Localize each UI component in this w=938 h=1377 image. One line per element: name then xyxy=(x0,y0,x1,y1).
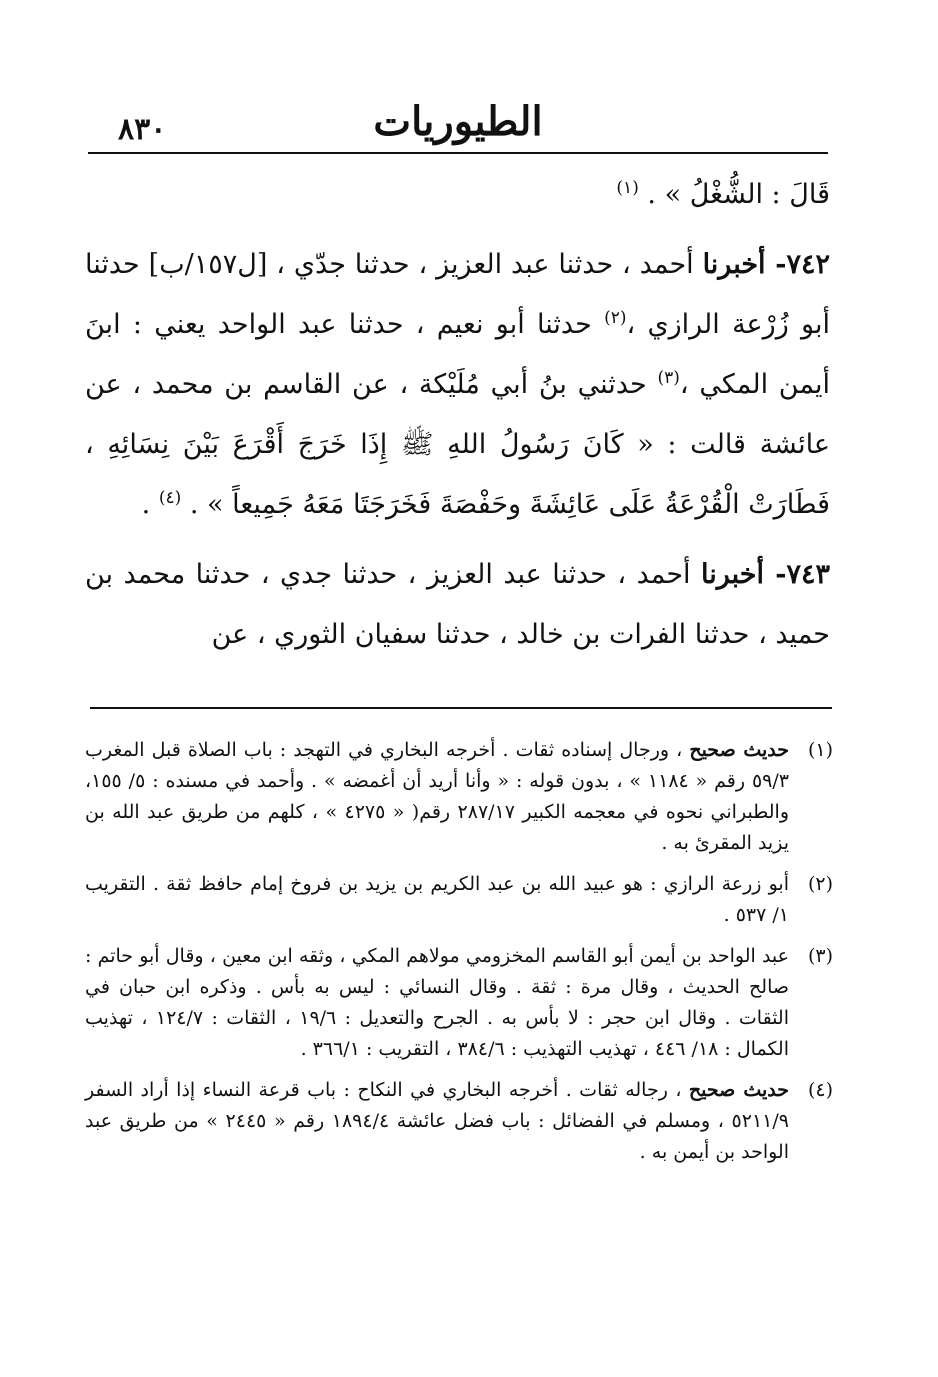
paragraph-continuation xyxy=(85,165,830,225)
footnote-number: (٣) xyxy=(807,945,833,967)
footnote-body: ، ورجال إسناده ثقات . أخرجه البخاري في التهجد : باب الصلاة قبل المغرب ٥٩/٣ رقم « ١١٨٤ » ، بدون قوله : « وأنا أريد أن أغمضه » . وأحمد في مسنده : ٥/ ١٥٥، والطبراني نحوه في معجمه الكبير ٢٨٧/١٧ رقم( « ٤٢٧٥ » ، كلهم من طريق عبد الله بن يزيد المقرئ به . xyxy=(85,739,790,854)
hadith-743 xyxy=(85,545,830,665)
footnote-grade: حديث صحيح xyxy=(688,1079,789,1101)
footnote-rule xyxy=(90,707,832,709)
footnote-body: أبو زرعة الرازي : هو عبيد الله بن عبد الكريم بن يزيد بن فروخ إمام حافظ ثقة . التقريب ١/ ٥٣٧ . xyxy=(85,873,789,926)
footnote-body: ، رجاله ثقات . أخرجه البخاري في النكاح : باب قرعة النساء إذا أراد السفر ٥٢١١/٩ ، ومسلم في الفضائل : باب فضل عائشة ١٨٩٤/٤ رقم « ٢٤٤٥ » من طريق عبد الواحد بن أيمن به . xyxy=(85,1079,789,1163)
book-title: الطيوريات xyxy=(373,98,543,145)
paragraph-text: قَالَ : الشُّغْلُ » . xyxy=(647,179,830,210)
hadith-742 xyxy=(85,235,830,535)
footnote-reference: (١) xyxy=(616,178,639,198)
footnote-text xyxy=(85,1075,789,1168)
footnote-body: عبد الواحد بن أيمن أبو القاسم المخزومي مولاهم المكي ، وثقه ابن معين ، وقال أبو حاتم : صالح الحديث ، وقال مرة : ثقة . وقال النسائي : ليس به بأس . وذكره ابن حبان في الثقات . وقال ابن حجر : لا بأس به . الجرح والتعديل : ١٩/٦ ، الثقات : ١٢٤/٧ ، تهذيب الكمال : ١٨/ ٤٤٦ ، تهذيب التهذيب : ٣٨٤/٦ ، التقريب : ٣٦٦/١ . xyxy=(85,945,789,1060)
hadith-number-lead: ٧٤٣- أخبرنا xyxy=(701,559,830,590)
paragraph-text: أحمد ، حدثنا عبد العزيز ، حدثنا جدي ، حدثنا محمد بن حميد ، حدثنا الفرات بن خالد ، حدثنا سفيان الثوري ، عن xyxy=(85,559,830,650)
paragraph-text: حدثنا أبو نعيم ، حدثنا عبد الواحد يعني : ابنَ أيمن المكي ، xyxy=(85,309,830,400)
footnote-reference: (٣) xyxy=(657,368,680,388)
running-header xyxy=(88,96,828,154)
footnote-1 xyxy=(85,735,833,859)
main-text xyxy=(85,165,830,665)
footnote-4 xyxy=(85,1075,833,1168)
hadith-number-lead: ٧٤٢- أخبرنا xyxy=(702,249,830,280)
footnote-number: (٢) xyxy=(807,873,833,895)
footnote-reference: (٤) xyxy=(158,488,182,508)
footnote-text xyxy=(85,735,789,859)
footnote-number: (٤) xyxy=(807,1079,833,1101)
paragraph-text: أحمد ، حدثنا عبد العزيز ، حدثنا جدّي ، [ل١٥٧/ب] حدثنا أبو زُرْعة الرازي ، xyxy=(85,249,830,340)
footnote-reference: (٢) xyxy=(604,308,627,328)
footnote-2 xyxy=(85,869,833,931)
page-number: ٨٣٠ xyxy=(118,112,167,147)
footnote-text xyxy=(85,869,789,931)
footnote-3 xyxy=(85,941,833,1065)
header-rule xyxy=(88,152,828,154)
footnote-grade: حديث صحيح xyxy=(689,739,789,761)
paragraph-text: حدثني بنُ أبي مُلَيْكة ، عن القاسم بن محمد ، عن عائشة قالت : « كَانَ رَسُولُ اللهِ ﷺ إِذَا خَرَجَ أَقْرَعَ بَيْنَ نِسَائِهِ ، فَطَارَتْ الْقُرْعَةُ عَلَى عَائِشَةَ وحَفْصَةَ فَخَرَجَتَا مَعَهُ جَمِيعاً » . xyxy=(85,369,830,520)
footnote-text xyxy=(85,941,789,1065)
footnotes xyxy=(85,735,833,1178)
footnote-number: (١) xyxy=(807,739,833,761)
paragraph-text: . xyxy=(141,489,151,520)
